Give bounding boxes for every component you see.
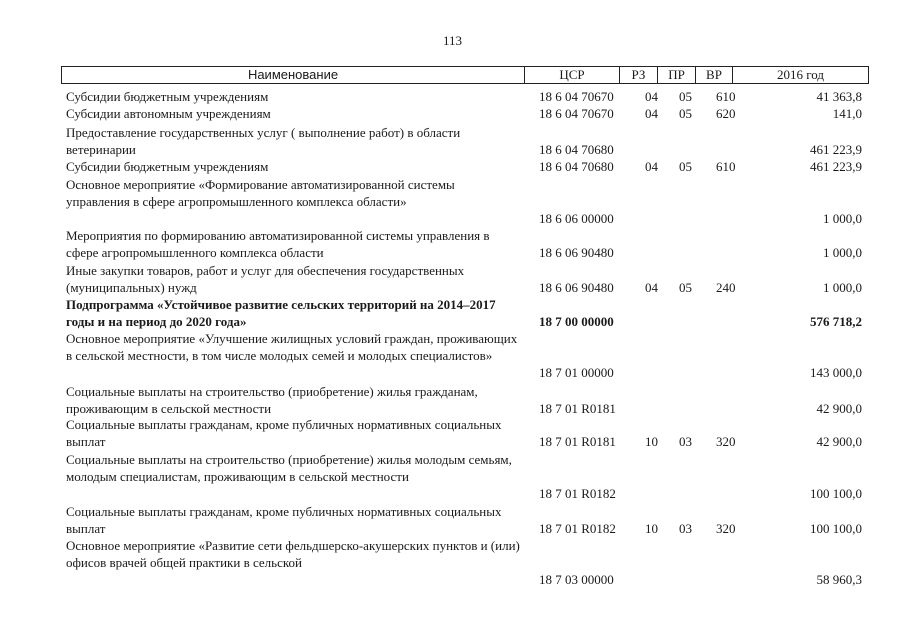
row-amount: 1 000,0 [823,245,862,260]
row-amount: 58 960,3 [816,572,862,587]
row-amount: 42 900,0 [816,434,862,449]
row-name: Предоставление государственных услуг ( выполнение работ) в области ветеринарии [66,125,461,157]
header-rz: РЗ [619,67,657,83]
row-csr: 18 6 04 70670 [539,89,614,104]
table-row [0,416,905,450]
row-csr: 18 7 00 00000 [539,314,614,329]
row-csr: 18 6 06 90480 [539,280,614,295]
row-vr: 620 [716,106,736,121]
row-pr: 03 [679,521,692,536]
row-amount: 461 223,9 [810,159,862,174]
row-csr: 18 7 01 R0181 [539,434,616,449]
header-pr: ПР [657,67,695,83]
row-amount: 42 900,0 [816,401,862,416]
table-row [0,503,905,537]
row-csr: 18 7 01 R0181 [539,401,616,416]
row-name: Основное мероприятие «Развитие сети фельдшерско-акушерских пунктов и (или) офисов врачей общей практики в сельской [66,538,520,570]
row-rz: 10 [645,434,658,449]
header-year: 2016 год [732,67,868,83]
row-pr: 03 [679,434,692,449]
row-amount: 100 100,0 [810,521,862,536]
table-row [0,227,905,261]
table-row [0,158,905,175]
row-amount: 141,0 [832,106,862,121]
row-name: Мероприятия по формированию автоматизированной системы управления в сфере агропромышленного комплекса области [66,228,490,260]
table-row [0,296,905,330]
table-row [0,88,905,105]
row-name: Иные закупки товаров, работ и услуг для обеспечения государственных (муниципальных) нужд [66,263,465,295]
row-amount: 1 000,0 [823,211,862,226]
row-amount: 143 000,0 [810,365,862,380]
row-amount: 576 718,2 [810,314,862,329]
row-pr: 05 [679,106,692,121]
table-row [0,262,905,296]
row-name: Социальные выплаты гражданам, кроме публичных нормативных социальных выплат [66,417,502,449]
row-vr: 320 [716,521,736,536]
row-name: Социальные выплаты на строительство (приобретение) жилья гражданам, проживающим в сельской местности [66,384,478,416]
row-pr: 05 [679,280,692,295]
row-vr: 320 [716,434,736,449]
row-csr: 18 7 01 R0182 [539,486,616,501]
header-vr: ВР [695,67,732,83]
row-csr: 18 7 01 00000 [539,365,614,380]
row-csr: 18 7 01 R0182 [539,521,616,536]
row-name: Основное мероприятие «Улучшение жилищных условий граждан, проживающих в сельской местности, в том числе молодых семей и молодых специалистов» [66,331,518,363]
row-name: Социальные выплаты гражданам, кроме публичных нормативных социальных выплат [66,504,502,536]
row-vr: 240 [716,280,736,295]
table-row [0,383,905,417]
row-csr: 18 6 06 00000 [539,211,614,226]
table-row [0,124,905,158]
row-vr: 610 [716,89,736,104]
page-number: 113 [442,33,463,48]
row-name: Основное мероприятие «Формирование автоматизированной системы управления в сфере агропромышленного комплекса области» [66,177,455,209]
row-amount: 100 100,0 [810,486,862,501]
row-csr: 18 6 06 90480 [539,245,614,260]
row-rz: 10 [645,521,658,536]
row-rz: 04 [645,106,658,121]
row-csr: 18 6 04 70680 [539,159,614,174]
row-name: Подпрограмма «Устойчивое развитие сельских территорий на 2014–2017 годы и на период до 2020 года» [66,297,496,329]
row-amount: 41 363,8 [816,89,862,104]
table-row [0,330,905,381]
row-rz: 04 [645,89,658,104]
row-amount: 1 000,0 [823,280,862,295]
row-vr: 610 [716,159,736,174]
row-csr: 18 6 04 70680 [539,142,614,157]
header-name: Наименование [247,67,339,82]
table-row [0,451,905,502]
row-rz: 04 [645,159,658,174]
table-row [0,105,905,122]
table-row [0,176,905,227]
row-pr: 05 [679,159,692,174]
row-name: Субсидии автономным учреждениям [66,106,271,121]
row-csr: 18 6 04 70670 [539,106,614,121]
table-header [61,66,869,84]
row-name: Субсидии бюджетным учреждениям [66,159,269,174]
header-csr: ЦСР [524,67,619,83]
row-amount: 461 223,9 [810,142,862,157]
table-row [0,537,905,588]
row-rz: 04 [645,280,658,295]
row-pr: 05 [679,89,692,104]
row-name: Социальные выплаты на строительство (приобретение) жилья молодым семьям, молодым специалистам, проживающим в сельской местности [66,452,512,484]
row-name: Субсидии бюджетным учреждениям [66,89,269,104]
row-csr: 18 7 03 00000 [539,572,614,587]
